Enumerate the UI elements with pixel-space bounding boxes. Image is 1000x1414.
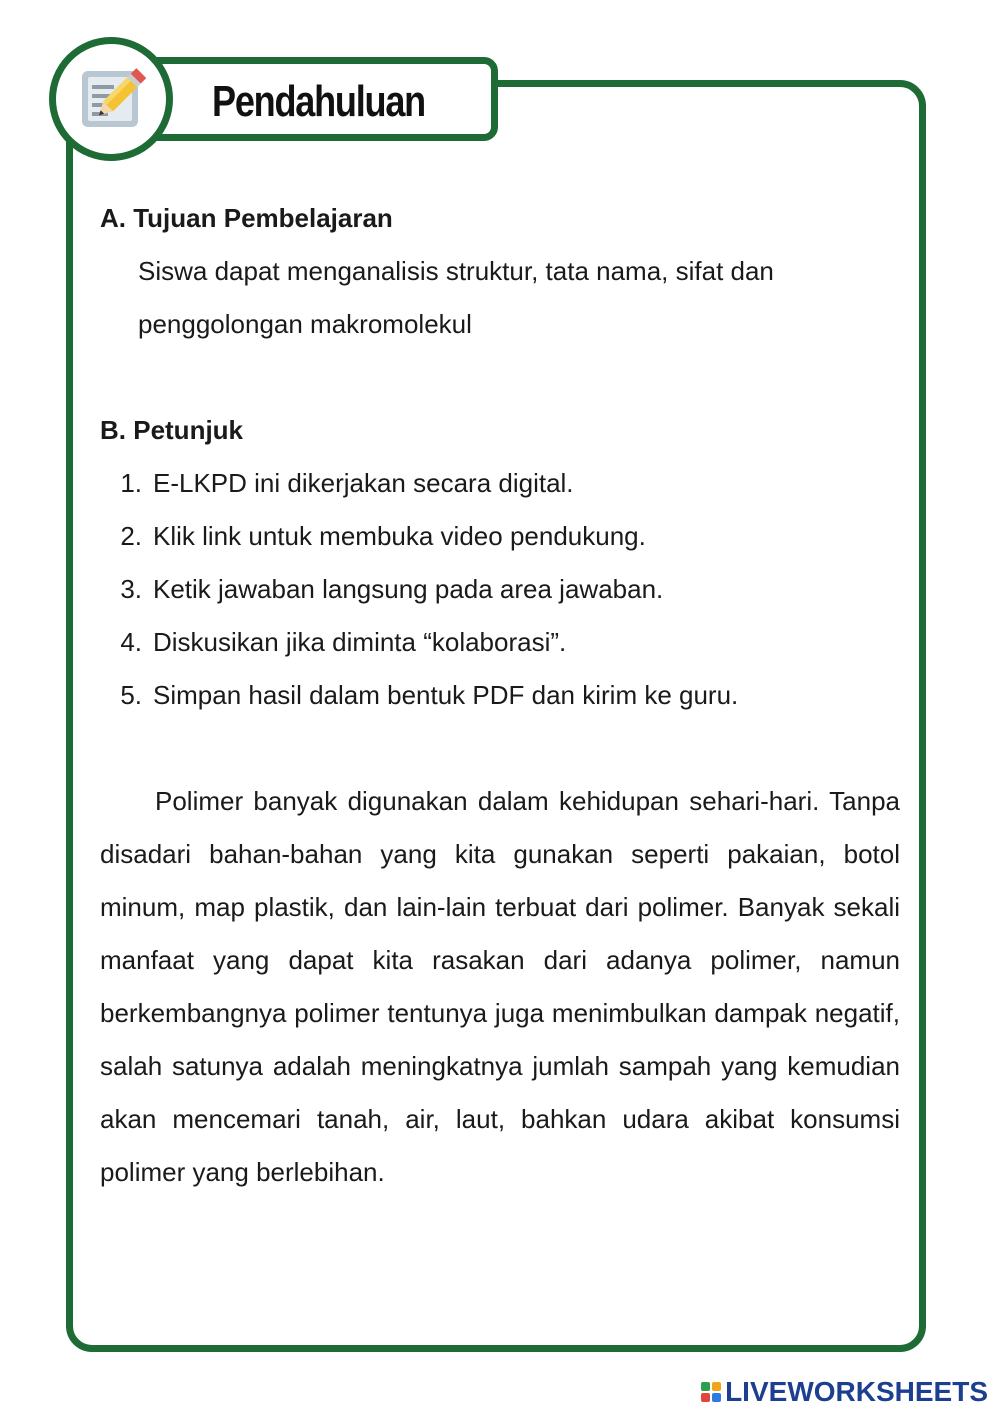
learning-objective-line-1: Siswa dapat menganalisis struktur, tata nama, sifat dan bbox=[138, 256, 774, 286]
list-item bbox=[100, 457, 900, 510]
list-item-text: Diskusikan jika diminta “kolaborasi”. bbox=[153, 627, 567, 657]
page-title: Pendahuluan bbox=[212, 77, 425, 126]
section-a-heading: A. Tujuan Pembelajaran bbox=[100, 203, 393, 233]
liveworksheets-logo bbox=[701, 1376, 988, 1408]
icon-badge bbox=[49, 37, 173, 161]
list-item-text: Klik link untuk membuka video pendukung. bbox=[153, 521, 646, 551]
list-item-text: Ketik jawaban langsung pada area jawaban. bbox=[153, 574, 664, 604]
logo-text: LIVEWORKSHEETS bbox=[725, 1376, 988, 1407]
list-item-text: Simpan hasil dalam bentuk PDF dan kirim ke guru. bbox=[153, 680, 739, 710]
intro-paragraph: Polimer banyak digunakan dalam kehidupan sehari-hari. Tanpa disadari bahan-bahan yang kita gunakan seperti pakaian, botol minum, map plastik, dan lain-lain terbuat dari polimer. Banyak sekali manfaat yang dapat kita rasakan dari adanya polimer, namun berkembangnya polimer tentunya juga menimbulkan dampak negatif, salah satunya adalah meningkatnya jumlah sampah yang kemudian akan mencemari tanah, air, laut, bahkan udara akibat konsumsi polimer yang berlebihan. bbox=[100, 786, 900, 1187]
list-item-number: 4. bbox=[120, 627, 142, 657]
memo-pencil-icon bbox=[78, 65, 146, 133]
list-item-number: 3. bbox=[120, 574, 142, 604]
list-item-number: 2. bbox=[120, 521, 142, 551]
list-item bbox=[100, 616, 900, 669]
logo-blocks-icon bbox=[701, 1382, 721, 1402]
list-item-text: E-LKPD ini dikerjakan secara digital. bbox=[153, 468, 574, 498]
document-body bbox=[100, 192, 900, 1199]
list-item-number: 1. bbox=[120, 468, 142, 498]
list-item bbox=[100, 669, 900, 722]
list-item bbox=[100, 563, 900, 616]
learning-objective-line-2: penggolongan makromolekul bbox=[138, 309, 472, 339]
list-item-number: 5. bbox=[120, 680, 142, 710]
instruction-list bbox=[100, 457, 900, 722]
list-item bbox=[100, 510, 900, 563]
section-b-heading: B. Petunjuk bbox=[100, 415, 244, 445]
